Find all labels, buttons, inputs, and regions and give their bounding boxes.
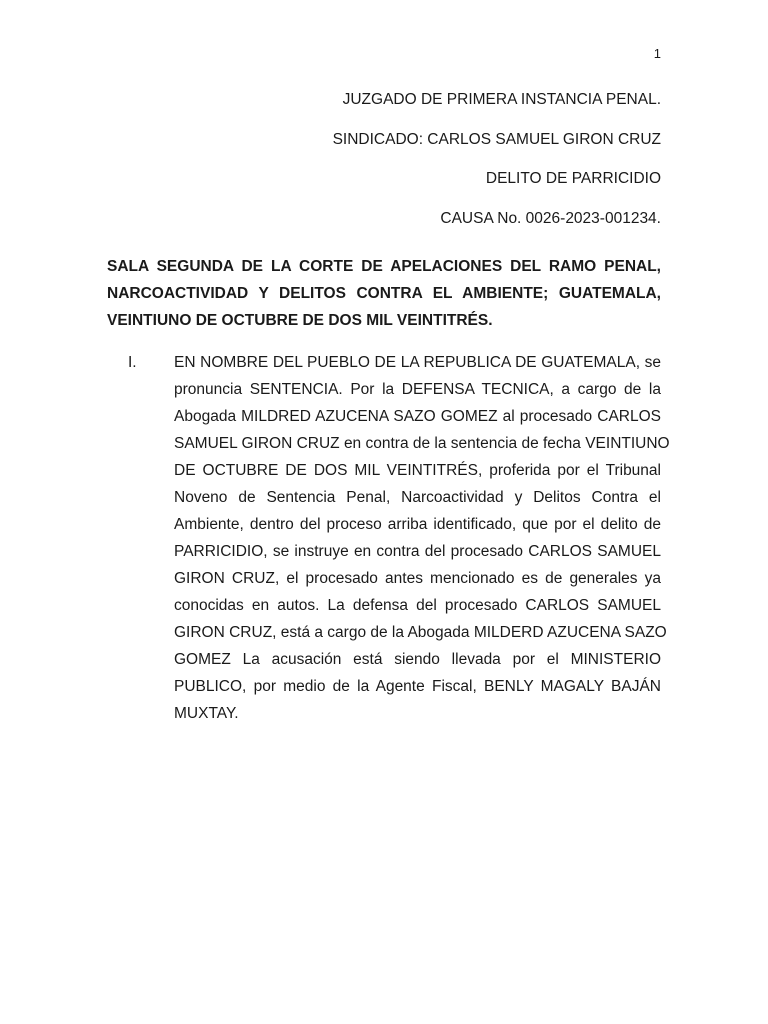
paragraph-line: PUBLICO, por medio de la Agente Fiscal, BENLY MAGALY BAJÁN <box>174 678 661 695</box>
paragraph-line: Ambiente, dentro del proceso arriba identificado, que por el delito de <box>174 516 661 533</box>
defendant-line: SINDICADO: CARLOS SAMUEL GIRON CRUZ <box>332 130 661 148</box>
paragraph-line: Noveno de Sentencia Penal, Narcoactividad y Delitos Contra el <box>174 489 661 506</box>
paragraph-line: SAMUEL GIRON CRUZ en contra de la sentencia de fecha VEINTIUNO <box>174 435 670 452</box>
paragraph-line: GOMEZ La acusación está siendo llevada por el MINISTERIO <box>174 651 661 668</box>
court-name: JUZGADO DE PRIMERA INSTANCIA PENAL. <box>342 91 661 108</box>
paragraph-line: GIRON CRUZ, está a cargo de la Abogada MILDERD AZUCENA SAZO <box>174 624 667 641</box>
court-title: SALA SEGUNDA DE LA CORTE DE APELACIONES DEL RAMO PENAL, NARCOACTIVIDAD Y DELITOS CONTRA EL AMBIENTE; GUATEMALA, VEINTIUNO DE OCTUBRE DE DOS MIL VEINTITRÉS. <box>107 258 661 329</box>
paragraph-line: MUXTAY. <box>174 705 239 722</box>
crime-line: DELITO DE PARRICIDIO <box>485 170 661 187</box>
case-number: CAUSA No. 0026-2023-001234. <box>440 209 661 227</box>
paragraph-line: PARRICIDIO, se instruye en contra del procesado CARLOS SAMUEL <box>174 543 661 560</box>
paragraph-line: Abogada MILDRED AZUCENA SAZO GOMEZ al procesado CARLOS <box>174 408 661 425</box>
section-numeral: I. <box>128 354 137 371</box>
section-paragraph <box>174 349 670 727</box>
paragraph-line: EN NOMBRE DEL PUEBLO DE LA REPUBLICA DE GUATEMALA, se <box>174 354 661 371</box>
case-header <box>333 89 661 247</box>
paragraph-line: DE OCTUBRE DE DOS MIL VEINTITRÉS, proferida por el Tribunal <box>174 462 661 479</box>
paragraph-line: GIRON CRUZ, el procesado antes mencionado es de generales ya <box>174 570 661 587</box>
paragraph-line: pronuncia SENTENCIA. Por la DEFENSA TECNICA, a cargo de la <box>174 381 661 398</box>
paragraph-line: conocidas en autos. La defensa del procesado CARLOS SAMUEL <box>174 597 661 614</box>
page-number: 1 <box>653 46 661 61</box>
